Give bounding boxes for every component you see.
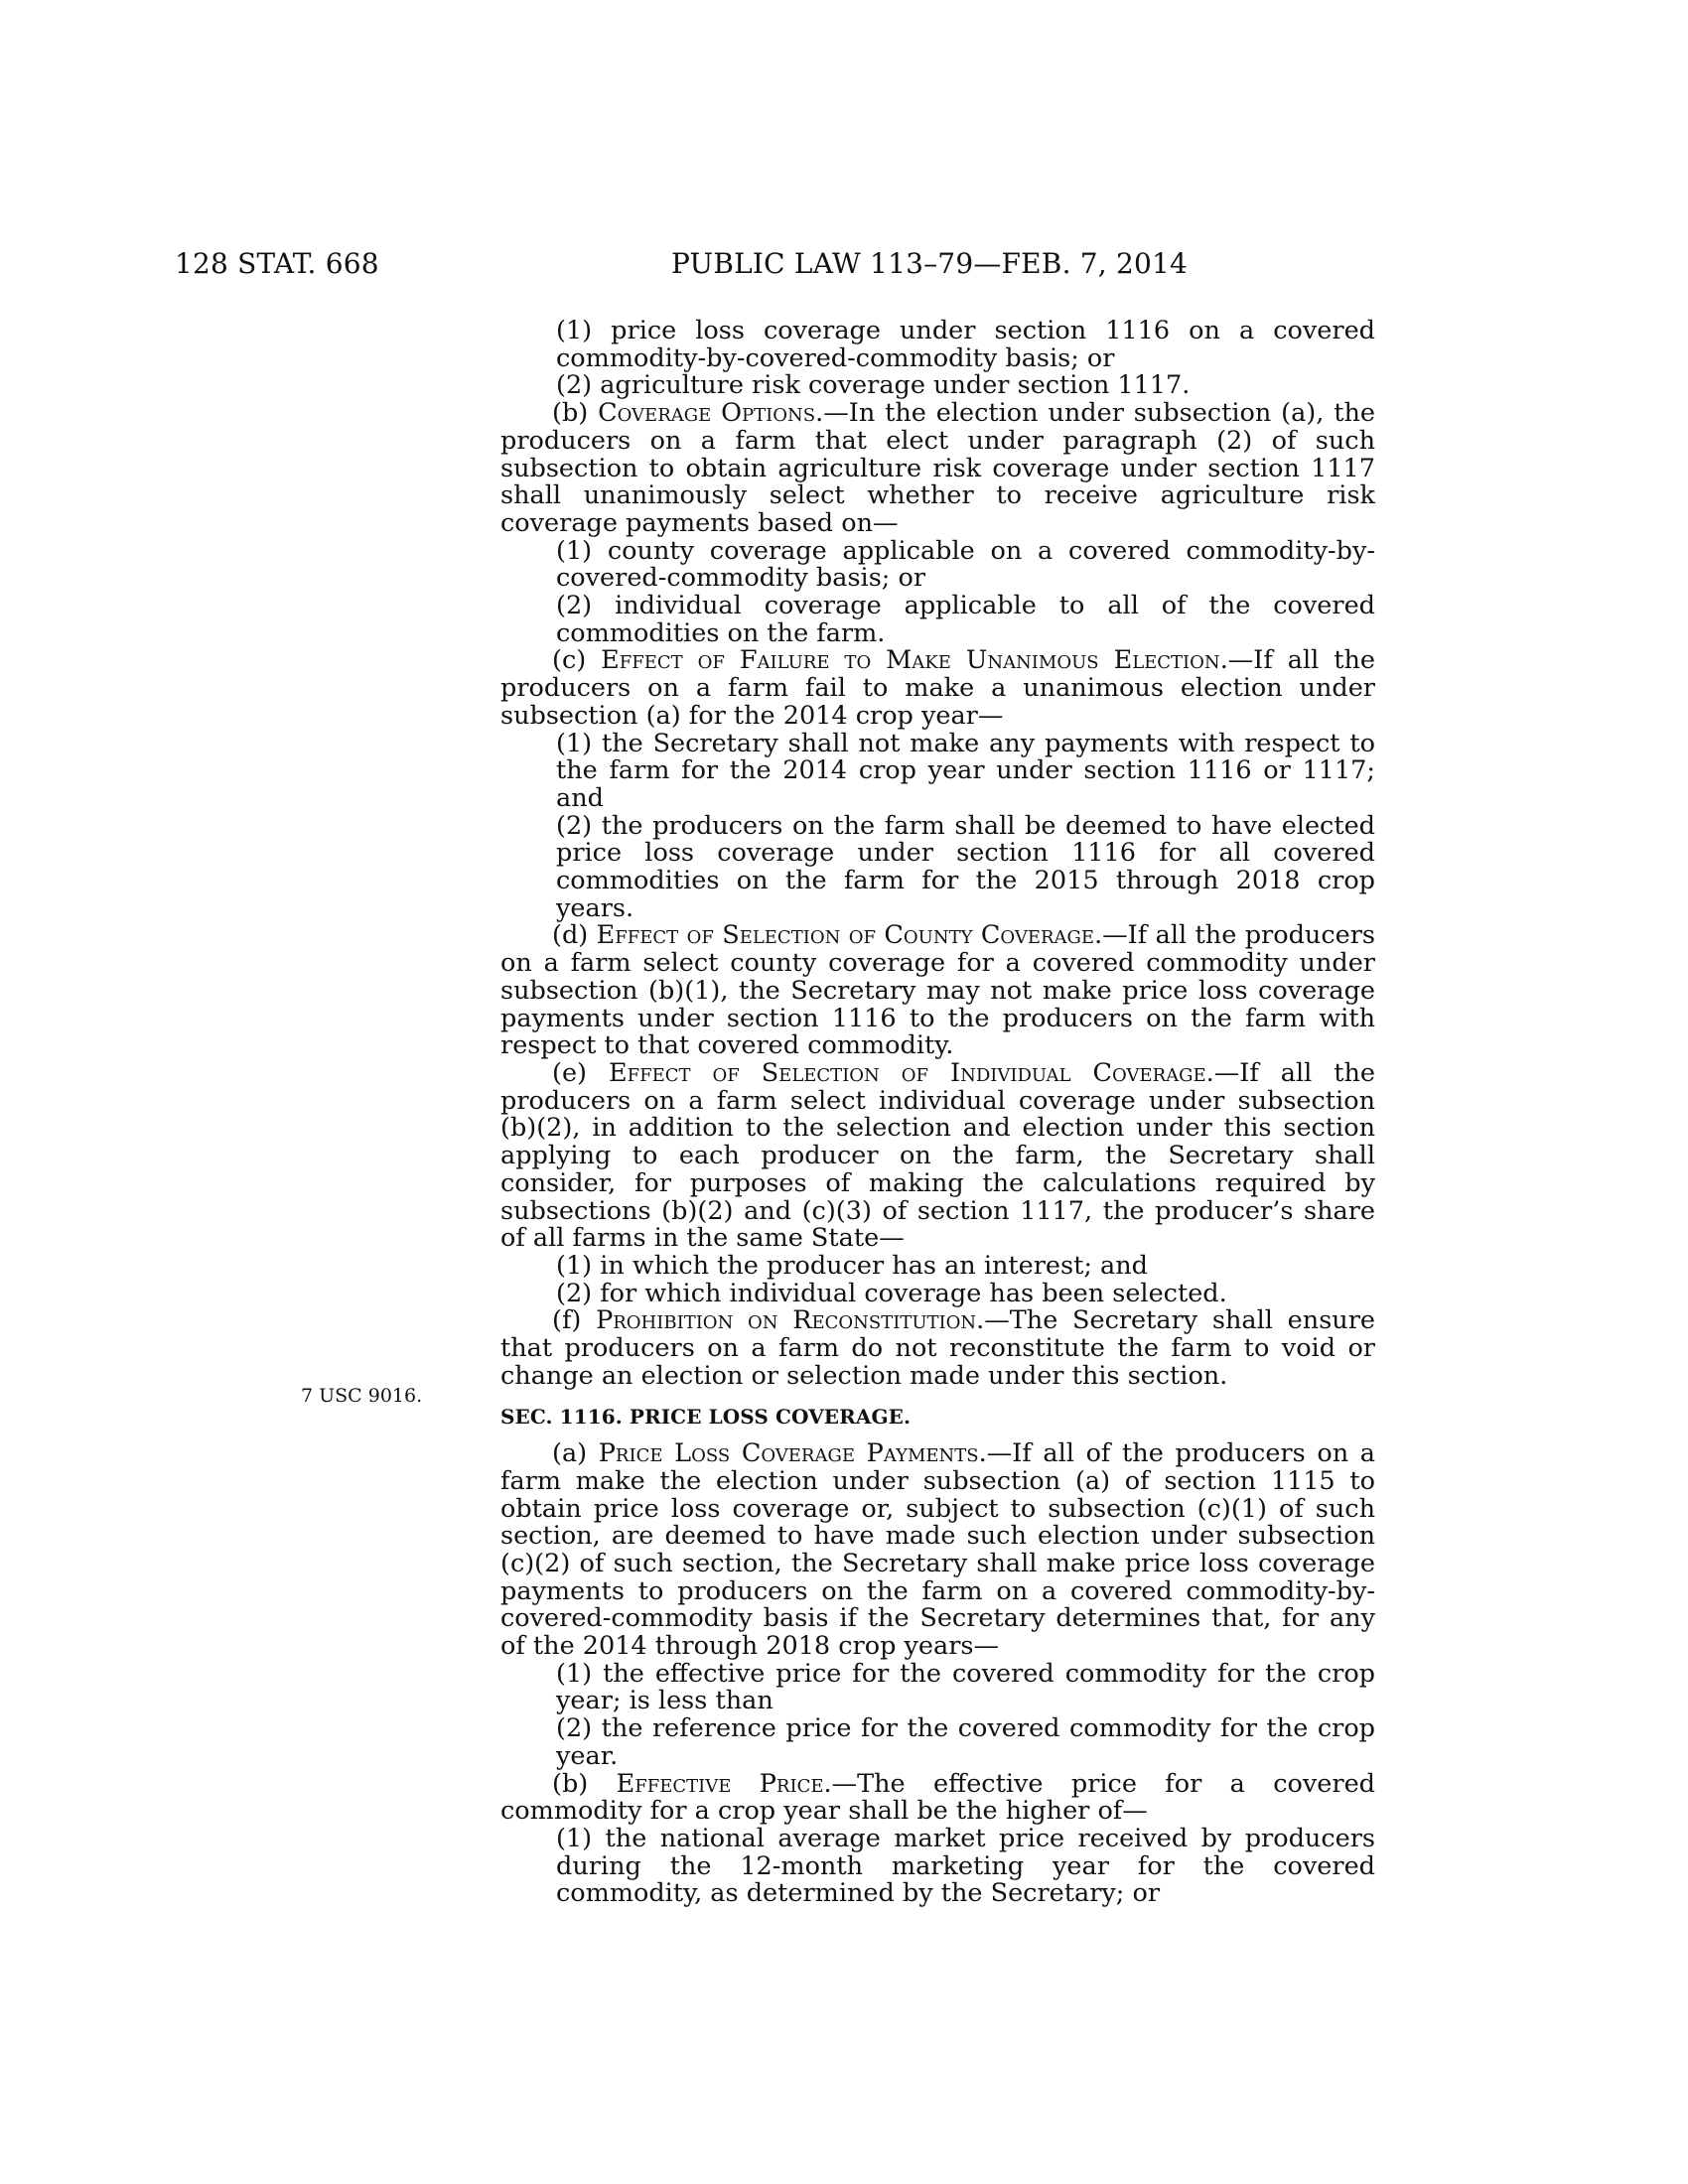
paragraph-text: (1) the effective price for the covered commodity for the crop year; is less than bbox=[556, 1658, 1375, 1716]
subsection-label: (c) bbox=[552, 645, 602, 676]
numbered-paragraph bbox=[500, 535, 1375, 594]
paragraph-text: .—In the election under subsection (a), the producers on a farm that elect under paragraph (2) of such subsection to obtain agriculture risk coverage under section 1117 shall unanimously select whether to receive agriculture risk coverage payments based on— bbox=[500, 398, 1375, 538]
paragraph-text: (2) for which individual coverage has been selected. bbox=[556, 1278, 1227, 1308]
paragraph-text: (2) agriculture risk coverage under section 1117. bbox=[556, 370, 1191, 401]
paragraph-text: .—The Secretary shall ensure that producers on a farm do not reconstitute the farm to void or change an election or selection made under this section. bbox=[500, 1305, 1375, 1391]
subsection-paragraph bbox=[500, 400, 1375, 538]
paragraph-text: (1) county coverage applicable on a covered commodity-by-covered-commodity basis; or bbox=[556, 535, 1375, 594]
margin-citation: 7 USC 9016. bbox=[301, 1385, 423, 1407]
numbered-paragraph bbox=[500, 1658, 1375, 1716]
numbered-paragraph bbox=[500, 318, 1375, 372]
subsection-paragraph bbox=[500, 647, 1375, 730]
paragraph-text: .—If all the producers on a farm select individual coverage under subsection (b)(2), in addition to the selection and election under this section applying to each producer on the farm, the Secretary shall consider, for purposes of making the calculations required by subsections (b)(2) and (c)(3) of section 1117, the producer’s share of all farms in the same State— bbox=[500, 1057, 1376, 1254]
numbered-paragraph bbox=[500, 728, 1375, 813]
paragraph-text: (1) the national average market price received by producers during the 12-month marketing year for the covered commodity, as determined by the Secretary; or bbox=[556, 1823, 1375, 1909]
paragraph-text: (2) individual coverage applicable to all of the covered commodities on the farm. bbox=[556, 591, 1375, 648]
numbered-paragraph bbox=[500, 1715, 1375, 1770]
section-heading: SEC. 1116. PRICE LOSS COVERAGE. bbox=[500, 1405, 912, 1430]
paragraph-text: (1) price loss coverage under section 1116 on a covered commodity-by-covered-commodity basis; or bbox=[556, 316, 1375, 373]
paragraph-text: .—The effective price for a covered commodity for a crop year shall be the higher of— bbox=[500, 1768, 1375, 1827]
subsection-label: (d) bbox=[552, 920, 597, 951]
paragraph-text: .—If all of the producers on a farm make the election under subsection (a) of section 1115 to obtain price loss coverage or, subject to subsection (c)(1) of such section, are deemed to have made such election under subsection (c)(2) of such section, the Secretary shall make price loss coverage payments to producers on the farm on a covered commodity-by-covered-commodity basis if the Secretary determines that, for any of the 2014 through 2018 crop years— bbox=[500, 1438, 1375, 1662]
page-stat-citation: 128 STAT. 668 bbox=[175, 247, 379, 280]
subsection-label: (a) bbox=[552, 1438, 599, 1469]
numbered-paragraph bbox=[500, 372, 1375, 400]
numbered-paragraph bbox=[500, 1250, 1375, 1281]
subsection-heading: Coverage Options bbox=[598, 398, 816, 429]
subsection-paragraph bbox=[500, 1307, 1375, 1390]
subsection-label: (b) bbox=[552, 398, 599, 429]
subsection-label: (f) bbox=[552, 1305, 597, 1336]
paragraph-text: (2) the reference price for the covered commodity for the crop year. bbox=[556, 1713, 1375, 1771]
paragraph-text: .—If all the producers on a farm fail to make a unanimous election under subsection (a) for the 2014 crop year— bbox=[500, 645, 1376, 731]
paragraph-text: .—If all the producers on a farm select county coverage for a covered commodity under subsection (b)(1), the Secretary may not make price loss coverage payments under section 1116 to the producers on the farm with respect to that covered commodity. bbox=[500, 920, 1375, 1061]
subsection-heading: Effect of Selection of Individual Coverage bbox=[608, 1057, 1206, 1088]
subsection-paragraph bbox=[500, 922, 1375, 1060]
numbered-paragraph bbox=[500, 593, 1375, 647]
paragraph-text: (2) the producers on the farm shall be deemed to have elected price loss coverage under section 1116 for all covered commodities on the farm for the 2015 through 2018 crop years. bbox=[556, 810, 1375, 923]
subsection-paragraph bbox=[500, 1768, 1375, 1827]
subsection-heading: Effect of Selection of County Coverage bbox=[596, 920, 1095, 951]
subsection-paragraph bbox=[500, 1057, 1376, 1254]
subsection-heading: Effective Price bbox=[616, 1768, 824, 1799]
section-1115-continued bbox=[500, 318, 1375, 1390]
paragraph-text: (1) the Secretary shall not make any payments with respect to the farm for the 2014 crop year under section 1116 or 1117; and bbox=[556, 728, 1375, 813]
running-header-title: PUBLIC LAW 113–79—FEB. 7, 2014 bbox=[671, 247, 1189, 280]
subsection-paragraph bbox=[500, 1440, 1375, 1661]
subsection-heading: Prohibition on Reconstitution bbox=[596, 1305, 977, 1336]
numbered-paragraph bbox=[500, 1823, 1375, 1909]
subsection-heading: Price Loss Coverage Payments bbox=[598, 1438, 979, 1469]
subsection-heading: Effect of Failure to Make Unanimous Election bbox=[601, 645, 1220, 676]
subsection-label: (b) bbox=[552, 1768, 617, 1799]
subsection-label: (e) bbox=[552, 1057, 609, 1088]
document-body bbox=[500, 318, 1375, 1908]
numbered-paragraph bbox=[500, 810, 1375, 923]
paragraph-text: (1) in which the producer has an interest; and bbox=[556, 1250, 1149, 1281]
section-1116-body bbox=[500, 1440, 1375, 1908]
numbered-paragraph bbox=[500, 1278, 1375, 1308]
